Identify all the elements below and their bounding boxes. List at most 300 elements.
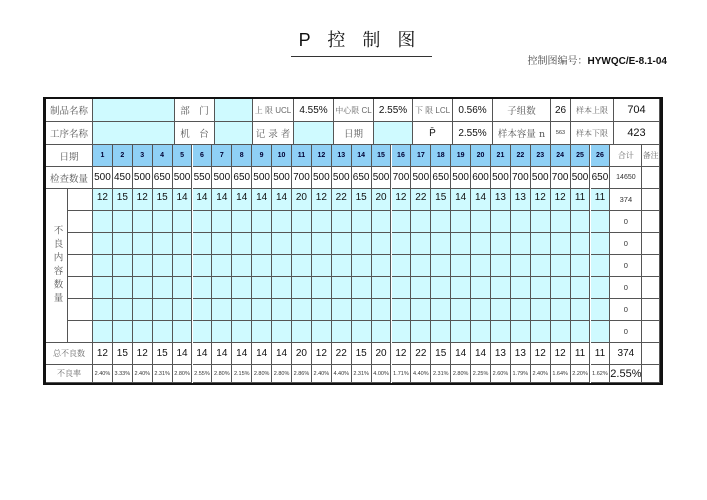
defect-qty-cell[interactable] [352,255,372,277]
defect-qty-cell[interactable] [332,255,352,277]
day-header: 22 [511,145,531,167]
inspect-qty-cell[interactable]: 700 [292,167,312,189]
defect-qty-cell[interactable] [193,255,213,277]
defect-qty-cell[interactable] [252,299,272,321]
defect-qty-cell[interactable] [272,321,292,343]
defect-qty-cell[interactable] [511,277,531,299]
total-defects-cell: 15 [431,343,451,365]
defect-qty-cell[interactable] [372,233,392,255]
defect-qty-cell[interactable] [491,211,511,233]
defect-rate-cell: 2.80% [212,365,232,383]
defect-qty-cell[interactable]: 22 [332,189,352,211]
defect-qty-cell[interactable] [113,211,133,233]
defect-qty-cell[interactable] [93,299,113,321]
defect-qty-cell[interactable] [93,233,113,255]
defect-qty-cell[interactable] [193,299,213,321]
defect-qty-cell[interactable] [411,211,431,233]
defect-type-name[interactable] [68,233,93,255]
defect-qty-cell[interactable] [392,321,412,343]
defect-qty-cell[interactable] [312,299,332,321]
defect-row-total: 0 [610,211,642,233]
defect-qty-cell[interactable] [491,255,511,277]
defect-qty-cell[interactable] [93,321,113,343]
defect-type-name[interactable] [68,189,93,211]
total-defects-cell: 22 [332,343,352,365]
defect-qty-cell[interactable] [193,277,213,299]
defect-qty-cell[interactable] [571,211,591,233]
defect-qty-cell[interactable] [352,211,372,233]
defect-qty-cell[interactable] [392,255,412,277]
defect-rate-overall: 2.55% [610,365,642,383]
defect-qty-cell[interactable] [591,211,611,233]
defect-qty-cell[interactable] [431,321,451,343]
defect-qty-cell[interactable] [232,211,252,233]
defect-qty-cell[interactable] [451,299,471,321]
defect-qty-cell[interactable] [372,321,392,343]
defect-qty-cell[interactable]: 14 [252,189,272,211]
machine-field[interactable] [215,122,253,145]
inspect-qty-cell[interactable]: 550 [193,167,213,189]
defect-qty-cell[interactable] [332,233,352,255]
total-defects-cell: 12 [531,343,551,365]
inspect-qty-cell[interactable]: 500 [133,167,153,189]
defect-qty-cell[interactable] [511,233,531,255]
sample-lower-label: 样本下限 [571,122,614,145]
defect-qty-cell[interactable] [312,321,332,343]
defect-qty-cell[interactable] [292,211,312,233]
defect-qty-cell[interactable] [411,299,431,321]
defect-rate-cell: 2.80% [173,365,193,383]
defect-qty-cell[interactable] [451,277,471,299]
defect-rate-cell: 1.64% [551,365,571,383]
defect-qty-cell[interactable] [471,299,491,321]
day-header: 26 [591,145,611,167]
defect-qty-cell[interactable] [332,299,352,321]
defect-qty-cell[interactable] [431,211,451,233]
defect-qty-cell[interactable]: 14 [212,189,232,211]
defect-qty-cell[interactable] [531,255,551,277]
defect-qty-cell[interactable] [153,233,173,255]
recorder-field[interactable] [294,122,334,145]
day-header: 8 [232,145,252,167]
defect-rate-cell: 2.31% [153,365,173,383]
defect-qty-cell[interactable] [212,233,232,255]
defect-qty-cell[interactable] [173,299,193,321]
defect-type-name[interactable] [68,299,93,321]
inspect-qty-cell[interactable]: 500 [531,167,551,189]
defect-qty-cell[interactable] [153,277,173,299]
defect-qty-cell[interactable]: 14 [272,189,292,211]
inspect-qty-cell[interactable]: 650 [431,167,451,189]
defect-qty-cell[interactable] [531,321,551,343]
defect-qty-cell[interactable]: 22 [411,189,431,211]
defect-qty-cell[interactable] [252,211,272,233]
inspect-qty-cell[interactable]: 650 [153,167,173,189]
defect-qty-cell[interactable]: 20 [292,189,312,211]
defect-rate-cell: 2.60% [491,365,511,383]
defect-qty-cell[interactable] [232,233,252,255]
defect-qty-cell[interactable] [212,299,232,321]
remarks-col-header: 备注 [642,145,660,167]
defect-qty-cell[interactable] [232,321,252,343]
defect-qty-cell[interactable] [491,299,511,321]
defect-qty-cell[interactable] [571,255,591,277]
defect-qty-cell[interactable]: 12 [93,189,113,211]
defect-qty-cell[interactable] [431,233,451,255]
defect-rate-label: 不良率 [46,365,93,383]
defect-qty-cell[interactable] [471,233,491,255]
defect-qty-cell[interactable] [272,255,292,277]
inspect-qty-cell[interactable]: 500 [252,167,272,189]
defect-qty-cell[interactable]: 15 [431,189,451,211]
defect-qty-cell[interactable]: 12 [312,189,332,211]
department-field[interactable] [215,99,253,122]
defect-qty-cell[interactable] [352,299,372,321]
inspect-qty-cell[interactable]: 600 [471,167,491,189]
department-label: 部 门 [175,99,215,122]
defect-qty-cell[interactable] [232,255,252,277]
defect-qty-cell[interactable] [173,321,193,343]
defect-qty-cell[interactable]: 12 [551,189,571,211]
inspect-qty-cell[interactable]: 500 [272,167,292,189]
defect-qty-cell[interactable] [511,255,531,277]
defect-qty-cell[interactable] [113,255,133,277]
defect-qty-cell[interactable] [571,277,591,299]
defect-qty-cell[interactable] [411,277,431,299]
defect-qty-cell[interactable] [93,277,113,299]
defect-qty-cell[interactable] [392,233,412,255]
lcl-value: 0.56% [453,99,493,122]
defect-row-remark[interactable] [642,321,660,343]
defect-qty-cell[interactable] [491,233,511,255]
defect-qty-cell[interactable] [173,277,193,299]
lcl-label: 下 限 LCL [413,99,453,122]
defect-qty-cell[interactable] [272,299,292,321]
defect-rate-remark[interactable] [642,365,660,383]
sample-size-value: 563 [551,122,571,145]
defect-qty-cell[interactable] [551,321,571,343]
total-defects-cell: 14 [173,343,193,365]
defect-qty-cell[interactable]: 14 [232,189,252,211]
page-title: P 控 制 图 [298,30,422,50]
defect-qty-cell[interactable] [93,255,113,277]
defect-qty-cell[interactable] [292,277,312,299]
day-header: 2 [113,145,133,167]
defect-qty-cell[interactable] [411,233,431,255]
defect-row-total: 0 [610,321,642,343]
title-underline [291,56,432,57]
total-col-header: 合计 [610,145,642,167]
defect-qty-cell[interactable] [591,299,611,321]
product-name-label: 制品名称 [46,99,93,122]
defect-qty-cell[interactable] [133,255,153,277]
defect-qty-cell[interactable] [571,233,591,255]
defect-qty-cell[interactable] [551,299,571,321]
defect-qty-cell[interactable] [451,321,471,343]
defect-qty-cell[interactable] [272,277,292,299]
defect-qty-cell[interactable] [312,255,332,277]
day-header: 1 [93,145,113,167]
doc-number [528,52,667,67]
inspect-qty-cell[interactable]: 500 [372,167,392,189]
total-defects-cell: 15 [113,343,133,365]
defect-row-remark[interactable] [642,299,660,321]
inspect-qty-cell[interactable]: 650 [232,167,252,189]
defect-qty-cell[interactable]: 12 [133,189,153,211]
total-defects-cell: 22 [411,343,431,365]
defect-qty-cell[interactable] [212,255,232,277]
defect-qty-cell[interactable] [531,211,551,233]
defect-qty-cell[interactable]: 11 [591,189,611,211]
day-header: 18 [431,145,451,167]
defect-rate-cell: 4.40% [332,365,352,383]
defect-qty-cell[interactable] [232,277,252,299]
defect-qty-cell[interactable]: 13 [491,189,511,211]
defect-qty-cell[interactable] [471,277,491,299]
total-defects-sum: 374 [610,343,642,365]
defect-qty-cell[interactable] [471,255,491,277]
inspect-qty-cell[interactable]: 700 [551,167,571,189]
defect-type-name[interactable] [68,321,93,343]
defect-type-name[interactable] [68,255,93,277]
defect-qty-cell[interactable] [133,233,153,255]
inspect-qty-cell[interactable]: 500 [173,167,193,189]
defect-qty-cell[interactable]: 11 [571,189,591,211]
inspect-qty-cell[interactable]: 500 [332,167,352,189]
defect-rate-cell: 2.55% [193,365,213,383]
defect-qty-cell[interactable] [113,233,133,255]
inspect-qty-cell[interactable]: 700 [511,167,531,189]
defect-qty-cell[interactable] [312,211,332,233]
inspect-qty-cell[interactable]: 450 [113,167,133,189]
defect-qty-cell[interactable] [173,233,193,255]
defect-qty-cell[interactable] [551,233,571,255]
defect-qty-cell[interactable] [332,321,352,343]
total-defects-cell: 14 [272,343,292,365]
process-name-field[interactable] [93,122,175,145]
defect-rate-cell: 1.62% [591,365,611,383]
defect-qty-cell[interactable] [252,255,272,277]
defect-qty-cell[interactable] [312,277,332,299]
defect-qty-cell[interactable] [352,321,372,343]
defect-qty-cell[interactable] [591,255,611,277]
defect-qty-cell[interactable] [591,233,611,255]
product-name-field[interactable] [93,99,175,122]
defect-qty-cell[interactable] [431,299,451,321]
defect-qty-cell[interactable] [133,321,153,343]
defect-qty-cell[interactable] [392,277,412,299]
inspect-qty-cell[interactable]: 650 [591,167,611,189]
defect-qty-cell[interactable] [511,211,531,233]
defect-row-total: 374 [610,189,642,211]
defect-qty-cell[interactable] [511,299,531,321]
defect-qty-cell[interactable] [411,321,431,343]
defect-type-name[interactable] [68,211,93,233]
inspect-qty-cell[interactable]: 650 [352,167,372,189]
defect-qty-cell[interactable] [372,277,392,299]
total-defects-cell: 15 [153,343,173,365]
defect-qty-cell[interactable] [193,211,213,233]
defect-rate-cell: 2.80% [451,365,471,383]
defect-qty-cell[interactable] [352,233,372,255]
defect-qty-cell[interactable] [332,211,352,233]
defect-qty-cell[interactable] [212,277,232,299]
total-defects-remark[interactable] [642,343,660,365]
defect-qty-cell[interactable] [332,277,352,299]
defect-qty-cell[interactable] [133,277,153,299]
defect-qty-cell[interactable] [312,233,332,255]
defect-qty-cell[interactable] [531,299,551,321]
total-defects-cell: 12 [133,343,153,365]
date-row-label: 日期 [46,145,93,167]
defect-qty-cell[interactable] [372,299,392,321]
defect-qty-cell[interactable]: 14 [471,189,491,211]
doc-number-label: 控制图编号： [527,56,588,67]
defect-qty-cell[interactable]: 12 [392,189,412,211]
defect-qty-cell[interactable] [491,321,511,343]
defect-row-total: 0 [610,255,642,277]
defect-qty-cell[interactable] [451,233,471,255]
defect-qty-cell[interactable]: 14 [451,189,471,211]
defect-qty-cell[interactable] [571,299,591,321]
inspect-qty-cell[interactable]: 500 [212,167,232,189]
defect-qty-cell[interactable] [531,233,551,255]
defect-qty-cell[interactable] [431,277,451,299]
defect-row-remark[interactable] [642,277,660,299]
defect-qty-cell[interactable] [392,211,412,233]
recorder-label: 记 录 者 [253,122,294,145]
defect-qty-cell[interactable] [252,321,272,343]
defect-qty-cell[interactable] [113,277,133,299]
defect-qty-cell[interactable] [372,211,392,233]
defect-qty-cell[interactable] [153,321,173,343]
defect-qty-cell[interactable] [511,321,531,343]
total-defects-cell: 13 [491,343,511,365]
defect-qty-cell[interactable] [551,277,571,299]
defect-qty-cell[interactable]: 15 [153,189,173,211]
defect-qty-cell[interactable] [471,211,491,233]
defect-qty-cell[interactable] [133,211,153,233]
defect-rate-cell: 2.31% [352,365,372,383]
defect-qty-cell[interactable]: 14 [173,189,193,211]
defect-qty-cell[interactable] [372,255,392,277]
defect-qty-cell[interactable] [232,299,252,321]
defect-qty-cell[interactable]: 15 [113,189,133,211]
defect-qty-cell[interactable] [93,211,113,233]
defect-qty-cell[interactable] [591,321,611,343]
defect-qty-cell[interactable] [591,277,611,299]
defect-qty-cell[interactable] [411,255,431,277]
defect-qty-cell[interactable] [292,299,312,321]
defect-qty-cell[interactable] [292,255,312,277]
date-field[interactable] [374,122,413,145]
defect-qty-cell[interactable] [193,233,213,255]
total-defects-cell: 14 [252,343,272,365]
day-header: 14 [352,145,372,167]
defect-group-label-text: 不良内容数量 [51,225,63,306]
doc-number-value: HYWQC/E-8.1-04 [587,56,667,67]
inspect-qty-cell[interactable]: 500 [571,167,591,189]
defect-row-remark[interactable] [642,189,660,211]
defect-qty-cell[interactable]: 15 [352,189,372,211]
defect-qty-cell[interactable] [113,321,133,343]
day-header: 17 [411,145,431,167]
defect-rate-cell: 2.40% [312,365,332,383]
defect-qty-cell[interactable] [173,255,193,277]
defect-rate-cell: 2.15% [232,365,252,383]
defect-qty-cell[interactable] [212,211,232,233]
day-header: 16 [392,145,412,167]
defect-qty-cell[interactable] [551,255,571,277]
defect-qty-cell[interactable] [292,321,312,343]
defect-type-name[interactable] [68,277,93,299]
defect-qty-cell[interactable] [153,299,173,321]
day-header: 7 [212,145,232,167]
defect-qty-cell[interactable] [193,321,213,343]
inspect-qty-cell[interactable]: 500 [93,167,113,189]
defect-qty-cell[interactable] [451,255,471,277]
defect-qty-cell[interactable] [272,233,292,255]
defect-qty-cell[interactable] [153,255,173,277]
defect-qty-cell[interactable] [252,233,272,255]
day-header: 21 [491,145,511,167]
total-defects-cell: 11 [591,343,611,365]
inspect-qty-cell[interactable]: 500 [411,167,431,189]
defect-qty-cell[interactable]: 20 [372,189,392,211]
defect-row-remark[interactable] [642,211,660,233]
defect-qty-cell[interactable] [531,277,551,299]
defect-qty-cell[interactable] [252,277,272,299]
sample-upper-label: 样本上限 [571,99,614,122]
defect-qty-cell[interactable] [451,211,471,233]
day-header: 10 [272,145,292,167]
subgroups-value: 26 [551,99,571,122]
defect-qty-cell[interactable] [173,211,193,233]
defect-qty-cell[interactable]: 13 [511,189,531,211]
inspect-qty-remark[interactable] [642,167,660,189]
sample-lower-value: 423 [614,122,660,145]
inspect-qty-cell[interactable]: 500 [491,167,511,189]
defect-qty-cell[interactable] [471,321,491,343]
defect-qty-cell[interactable] [491,277,511,299]
inspect-qty-cell[interactable]: 500 [451,167,471,189]
defect-qty-cell[interactable] [292,233,312,255]
day-header: 24 [551,145,571,167]
defect-qty-cell[interactable] [153,211,173,233]
defect-qty-cell[interactable] [113,299,133,321]
defect-qty-cell[interactable] [392,299,412,321]
defect-row-total: 0 [610,277,642,299]
defect-qty-cell[interactable] [431,255,451,277]
inspect-qty-cell[interactable]: 700 [392,167,412,189]
inspect-qty-cell[interactable]: 500 [312,167,332,189]
defect-rate-cell: 2.25% [471,365,491,383]
total-defects-cell: 12 [551,343,571,365]
total-defects-label: 总不良数 [46,343,93,365]
defect-qty-cell[interactable]: 12 [531,189,551,211]
defect-qty-cell[interactable] [571,321,591,343]
defect-qty-cell[interactable] [272,211,292,233]
defect-qty-cell[interactable] [133,299,153,321]
defect-qty-cell[interactable] [352,277,372,299]
defect-row-remark[interactable] [642,233,660,255]
defect-row-remark[interactable] [642,255,660,277]
defect-qty-cell[interactable] [551,211,571,233]
defect-qty-cell[interactable]: 14 [193,189,213,211]
defect-qty-cell[interactable] [212,321,232,343]
day-header: 3 [133,145,153,167]
defect-rate-cell: 2.40% [93,365,113,383]
